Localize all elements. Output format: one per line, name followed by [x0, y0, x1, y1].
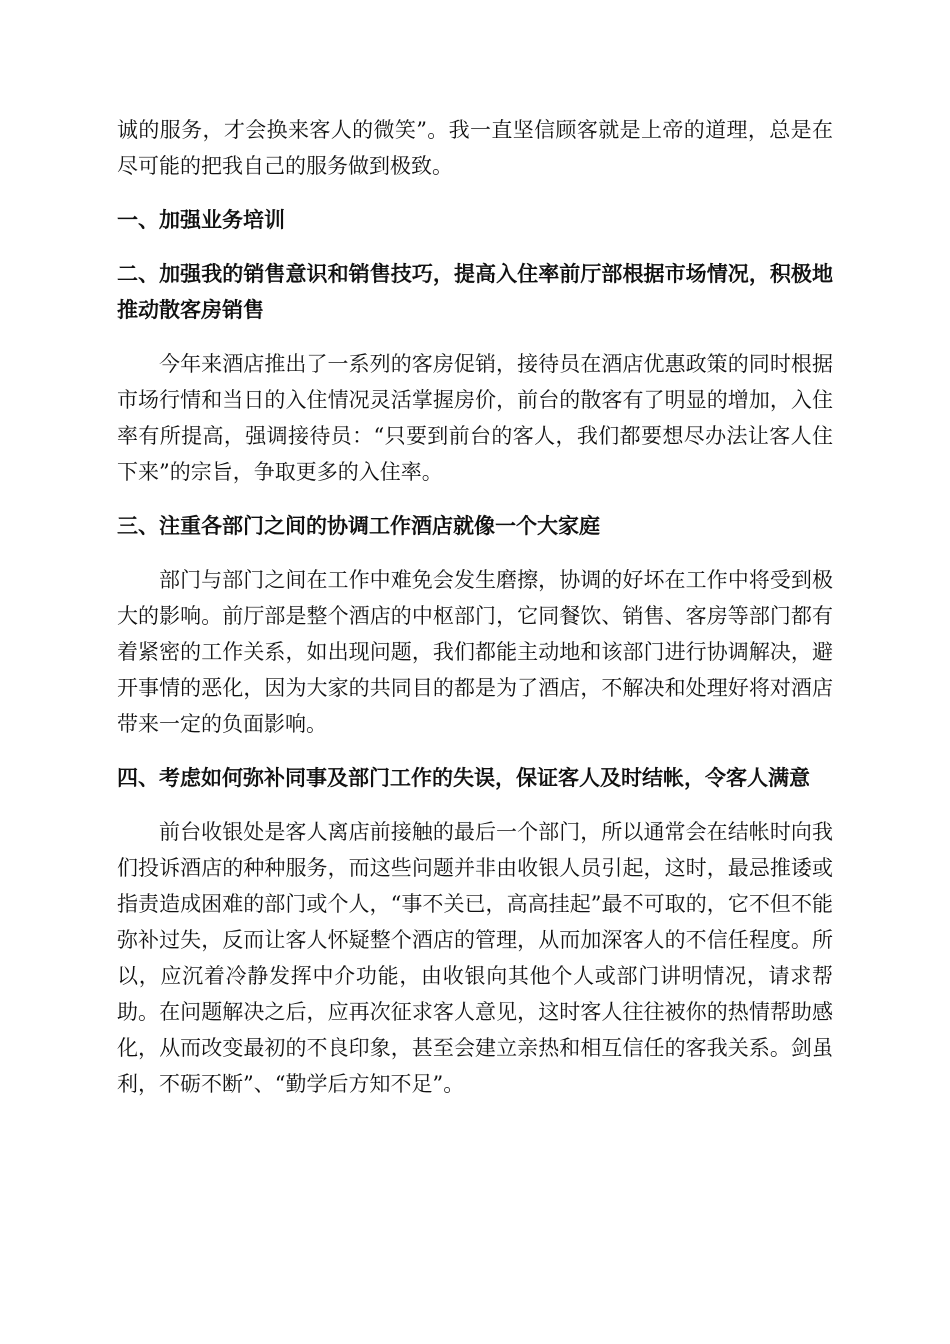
document-page — [117, 112, 833, 1102]
section-heading-4: 四、考虑如何弥补同事及部门工作的失误，保证客人及时结帐，令客人满意 — [117, 765, 810, 790]
section-paragraph-2: 今年来酒店推出了一系列的客房促销，接待员在酒店优惠政策的同时根据市场行情和当日的入住情况灵活掌握房价，前台的散客有了明显的增加，入住率有所提高，强调接待员：“只要到前台的客人，我们都要想尽办法让客人住下来”的宗旨，争取更多的入住率。 — [117, 352, 833, 484]
section-paragraph-4: 前台收银处是客人离店前接触的最后一个部门，所以通常会在结帐时向我们投诉酒店的种种服务，而这些问题并非由收银人员引起，这时，最忌推诿或指责造成困难的部门或个人，“事不关已，高高挂起”最不可取的，它不但不能弥补过失，反而让客人怀疑整个酒店的管理，从而加深客人的不信任程度。所以，应沉着冷静发挥中介功能，由收银向其他个人或部门讲明情况，请求帮助。在问题解决之后，应再次征求客人意见，这时客人往往被你的热情帮助感化，从而改变最初的不良印象，甚至会建立亲热和相互信任的客我关系。剑虽利，不砺不断”、“勤学后方知不足”。 — [117, 820, 833, 1096]
section-heading-1: 一、加强业务培训 — [117, 207, 285, 232]
intro-paragraph: 诚的服务，才会换来客人的微笑”。我一直坚信顾客就是上帝的道理，总是在尽可能的把我自己的服务做到极致。 — [117, 118, 833, 178]
section-heading-2: 二、加强我的销售意识和销售技巧，提高入住率前厅部根据市场情况，积极地推动散客房销售 — [117, 261, 833, 322]
section-heading-3: 三、注重各部门之间的协调工作酒店就像一个大家庭 — [117, 513, 600, 538]
section-paragraph-3: 部门与部门之间在工作中难免会发生磨擦，协调的好坏在工作中将受到极大的影响。前厅部是整个酒店的中枢部门，它同餐饮、销售、客房等部门都有着紧密的工作关系，如出现问题，我们都能主动地和该部门进行协调解决，避开事情的恶化，因为大家的共同目的都是为了酒店，不解决和处理好将对酒店带来一定的负面影响。 — [117, 568, 833, 736]
